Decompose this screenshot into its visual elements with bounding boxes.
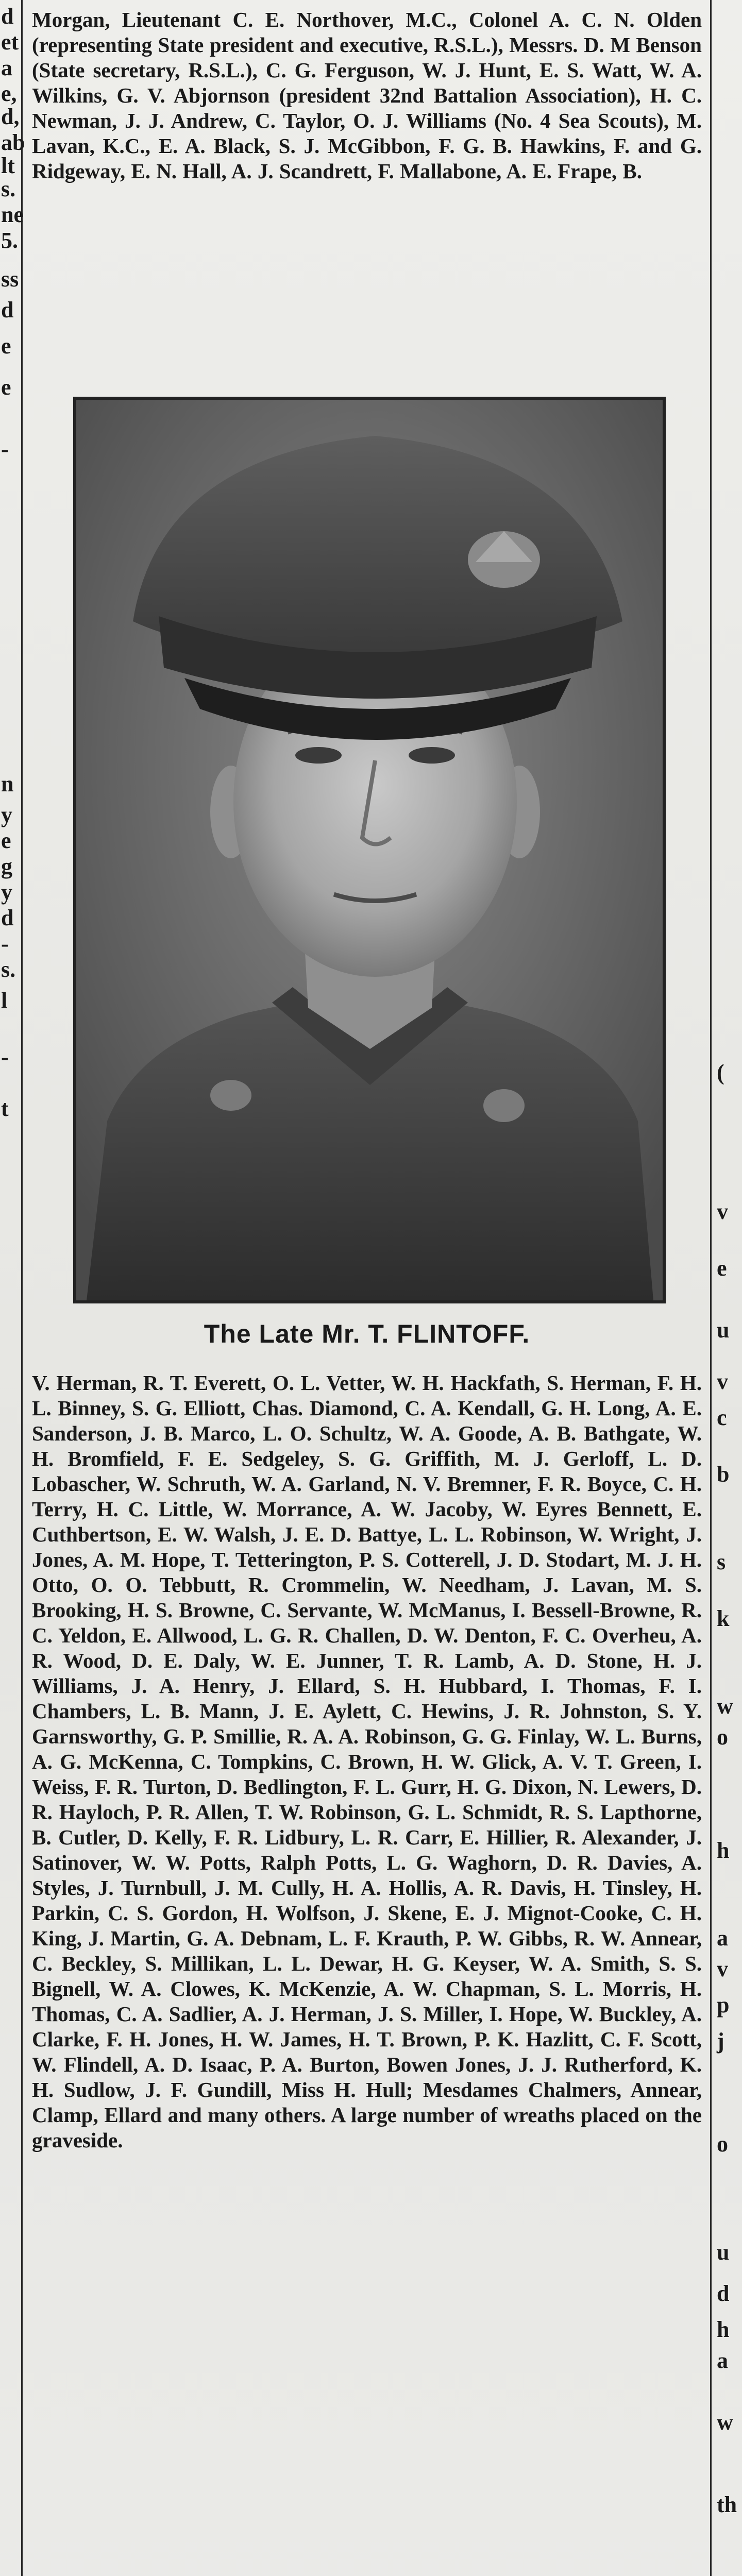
right-fragment-text: th xyxy=(717,2492,737,2517)
right-fragment-text: u xyxy=(717,1317,730,1343)
right-fragment-text: o xyxy=(717,1724,728,1750)
left-fragment-text: d xyxy=(1,905,14,930)
left-fragment-text: - xyxy=(1,436,9,462)
right-fragment-text: k xyxy=(717,1606,730,1631)
attendees-paragraph-top xyxy=(32,7,702,184)
left-fragment-text: n xyxy=(1,771,14,796)
left-fragment-text: 5. xyxy=(1,228,18,253)
right-fragment-text: w xyxy=(717,2410,733,2435)
right-fragment-text: c xyxy=(717,1405,727,1430)
left-fragment-text: ss xyxy=(1,266,19,292)
right-fragment-text: v xyxy=(717,1199,728,1224)
left-fragment-text: d xyxy=(1,297,14,323)
right-fragment-text: j xyxy=(717,2028,724,2054)
left-fragment-text: - xyxy=(1,1044,9,1070)
right-fragment-text: h xyxy=(717,1838,730,1863)
left-fragment-text: d xyxy=(1,4,14,29)
portrait-photo xyxy=(73,397,666,1303)
portrait-image xyxy=(76,400,663,1300)
right-fragment-text: b xyxy=(717,1462,730,1487)
right-column-fragment xyxy=(710,0,742,2576)
left-fragment-text: e xyxy=(1,333,11,359)
right-fragment-text: e xyxy=(717,1256,727,1281)
right-fragment-text: ( xyxy=(717,1060,724,1085)
right-fragment-text: w xyxy=(717,1693,733,1719)
left-fragment-text: lt xyxy=(1,153,15,178)
left-fragment-text: e xyxy=(1,375,11,400)
right-fragment-text: v xyxy=(717,1369,728,1394)
attendees-paragraph-main xyxy=(32,1370,702,2153)
attendees-text-main: V. Herman, R. T. Everett, O. L. Vetter, W. H. Hackfath, S. Herman, F. H. L. Binney, S. G. Elliott, Chas. Diamond, C. A. Kendall, G. H. Long, A. E. Sanderson, J. B. Marco, L. O. Schultz, W. A. Goode, A. B. Bathgate, W. H. Bromfield, F. E. Sedgeley, S. G. Griffith, M. J. Gerloff, L. D. Lobascher, W. Schruth, W. A. Garland, N. V. Bremner, F. R. Boyce, C. H. Terry, H. C. Little, W. Morrance, A. W. Jacoby, W. Eyres Bennett, E. Cuthbertson, E. W. Walsh, J. E. D. Battye, L. L. Robinson, W. Wright, J. Jones, A. M. Hope, T. Tetterington, P. S. Cotterell, J. D. Stodart, M. J. H. Otto, O. O. Tebbutt, R. Crommelin, W. Needham, J. Lavan, M. S. Brooking, H. S. Browne, C. Servante, W. McManus, I. Bessell-Browne, R. C. Yeldon, E. Allwood, L. G. R. Challen, D. W. Denton, F. C. Overheu, A. R. Wood, D. E. Daly, W. E. Junner, T. R. Lamb, A. D. Stone, H. J. Williams, J. A. Henry, J. Ellard, S. H. Hubbard, I. Thomas, F. I. Chambers, L. B. Mann, J. E. Aylett, C. Hewins, J. R. Johnston, S. Y. Garnsworthy, G. P. Smillie, R. A. A. Robinson, G. G. Finlay, W. L. Burns, A. G. McKenna, C. Tompkins, C. Brown, H. W. Glick, A. V. T. Green, I. Weiss, F. R. Turton, D. Bedlington, F. L. Gurr, H. G. Dixon, N. Lewers, D. R. Hayloch, P. R. Allen, T. W. Robinson, G. L. Schmidt, R. S. Lapthorne, B. Cutler, D. Kelly, F. R. Lidbury, L. R. Carr, E. Hillier, R. Alexander, J. Satinover, W. W. Potts, Ralph Potts, L. G. Waghorn, D. R. Davies, A. Styles, J. Turnbull, J. M. Cully, H. A. Hollis, A. R. Davis, H. Tinsley, H. Parkin, C. S. Gordon, H. Wolfson, J. Skene, E. J. Mignot-Cooke, C. H. King, J. Martin, G. A. Debnam, L. F. Krauth, P. W. Gibbs, R. W. Annear, C. Beckley, S. Millikan, L. L. Dewar, H. G. Keyser, W. A. Smith, S. S. Bignell, W. A. Clowes, K. McKenzie, A. W. Chapman, S. L. Morris, H. Thomas, C. A. Sadlier, A. J. Herman, J. S. Miller, I. Hope, W. Buckley, A. Clarke, F. H. Jones, H. W. James, H. T. Brown, P. K. Hazlitt, C. F. Scott, W. Flindell, A. D. Isaac, P. A. Burton, Bowen Jones, J. J. Rutherford, K. H. Sudlow, J. F. Gundill, Miss H. Hull; Mesdames Chalmers, Annear, Clamp, Ellard and many others. A large number of wreaths placed on the graveside. xyxy=(32,1371,702,2152)
right-fragment-text: h xyxy=(717,2317,730,2342)
left-fragment-text: a xyxy=(1,55,12,80)
right-fragment-text: a xyxy=(717,1925,728,1951)
right-fragment-text: o xyxy=(717,2131,728,2157)
left-fragment-text: y xyxy=(1,879,12,905)
left-fragment-text: et xyxy=(1,29,19,55)
left-fragment-text: s. xyxy=(1,957,16,982)
left-fragment-text: e xyxy=(1,828,11,853)
left-fragment-text: s. xyxy=(1,176,16,201)
right-fragment-text: d xyxy=(717,2281,730,2306)
photo-caption: The Late Mr. T. FLINTOFF. xyxy=(204,1319,530,1348)
right-fragment-text: a xyxy=(717,2348,728,2373)
left-fragment-text: d, xyxy=(1,104,20,129)
left-fragment-text: - xyxy=(1,931,9,956)
left-fragment-text: t xyxy=(1,1096,9,1121)
left-fragment-text: ab xyxy=(1,130,25,155)
left-column-fragment xyxy=(0,0,23,2576)
right-fragment-text: u xyxy=(717,2240,730,2265)
left-fragment-text: ne xyxy=(1,202,24,227)
left-fragment-text: e, xyxy=(1,81,17,106)
left-fragment-text: y xyxy=(1,802,12,827)
attendees-text-top: Morgan, Lieutenant C. E. Northover, M.C., Colonel A. C. N. Olden (representing State president and executive, R.S.L.), Messrs. D. M Benson (State secretary, R.S.L.), C. G. Ferguson, W. J. Hunt, E. S. Watt, W. A. Wilkins, G. V. Abjornson (president 32nd Battalion Association), H. C. Newman, J. J. Andrew, C. Taylor, O. J. Williams (No. 4 Sea Scouts), M. Lavan, K.C., E. A. Black, S. J. McGibbon, F. G. B. Hawkins, F. and G. Ridgeway, E. N. Hall, A. J. Scandrett, F. Mallabone, A. E. Frape, B. xyxy=(32,8,702,183)
right-fragment-text: s xyxy=(717,1549,726,1574)
right-fragment-text: p xyxy=(717,1992,730,2018)
right-fragment-text: v xyxy=(717,1956,728,1981)
left-fragment-text: l xyxy=(1,988,8,1013)
left-fragment-text: g xyxy=(1,854,12,879)
